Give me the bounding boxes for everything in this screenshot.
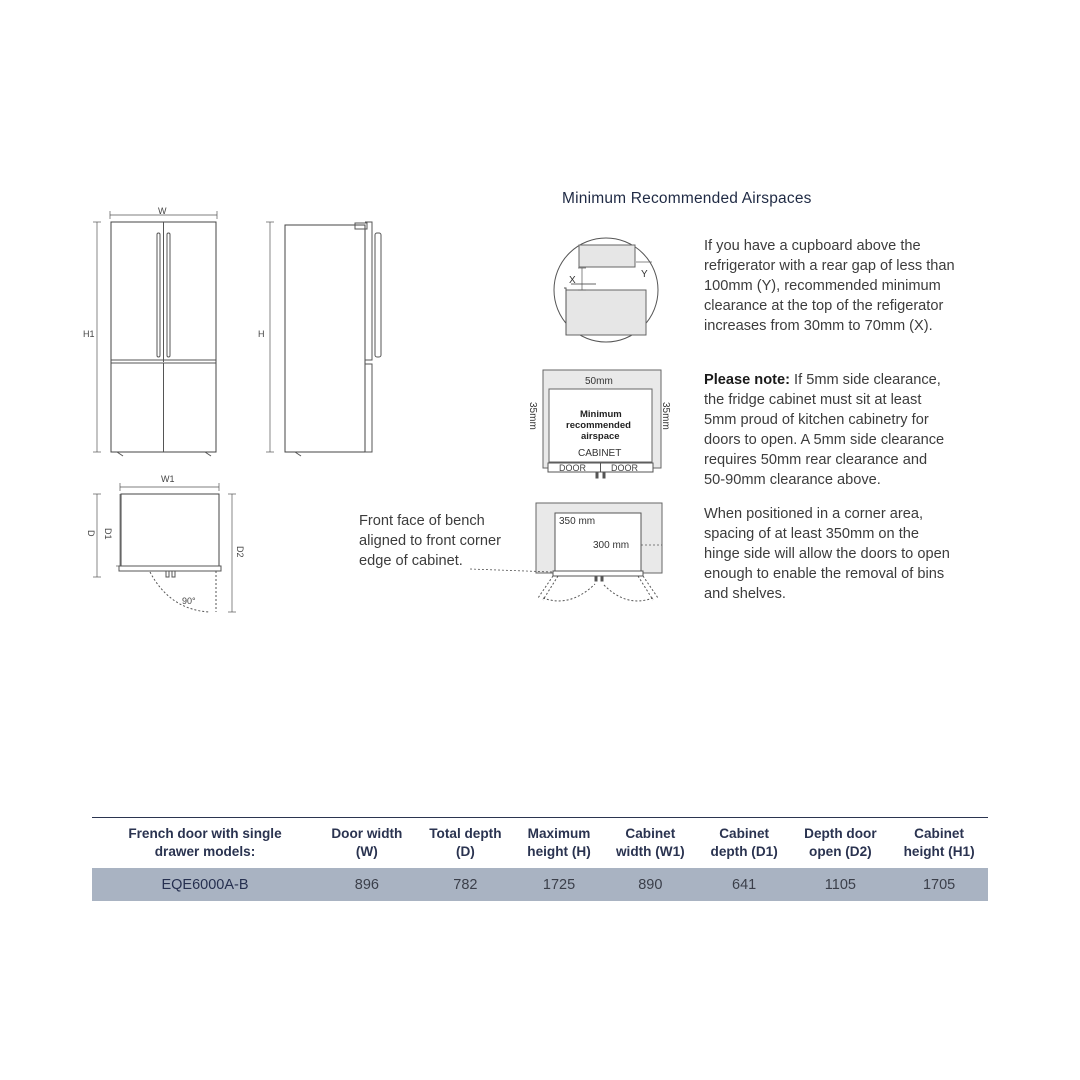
header-cabinet-depth: Cabinet depth (D1) bbox=[710, 826, 778, 859]
header-max-height: Maximum height (H) bbox=[527, 826, 591, 859]
dim-label-h1: H1 bbox=[83, 329, 95, 339]
cell-door-width: 896 bbox=[318, 868, 416, 901]
bench-line: Front face of bench bbox=[359, 513, 485, 529]
cupboard-clearance-detail bbox=[554, 238, 658, 342]
header-cabinet-width: Cabinet width (W1) bbox=[615, 826, 685, 859]
dim-label-x: X bbox=[569, 275, 576, 286]
header-total-depth: Total depth (D) bbox=[429, 826, 502, 859]
bench-line: aligned to front corner bbox=[359, 533, 501, 549]
please-note-paragraph bbox=[704, 370, 1014, 490]
fridge-side-view bbox=[266, 222, 381, 456]
table-row bbox=[92, 868, 988, 901]
corner-hinge-clearance: 350 mm bbox=[559, 516, 596, 527]
cell-cabinet-width: 890 bbox=[603, 868, 698, 901]
bench-note bbox=[359, 511, 539, 571]
para2-line: 5mm proud of kitchen cabinetry for bbox=[704, 412, 929, 428]
plan-center-line1: Minimum bbox=[580, 409, 622, 420]
para3-line: hinge side will allow the doors to open bbox=[704, 546, 950, 562]
para1-line: refrigerator with a rear gap of less than bbox=[704, 258, 955, 274]
para3-line: When positioned in a corner area, bbox=[704, 506, 924, 522]
cell-model: EQE6000A-B bbox=[92, 868, 318, 901]
cell-cabinet-depth: 641 bbox=[698, 868, 791, 901]
dim-label-y: Y bbox=[641, 269, 648, 280]
para2-line: If 5mm side clearance, bbox=[789, 372, 941, 388]
para2-line: requires 50mm rear clearance and bbox=[704, 452, 928, 468]
cell-depth-door-open: 1105 bbox=[791, 868, 891, 901]
dim-label-angle: 90° bbox=[182, 596, 196, 606]
dim-label-d: D bbox=[86, 530, 96, 537]
dim-label-d1: D1 bbox=[103, 528, 113, 540]
cell-max-height: 1725 bbox=[515, 868, 603, 901]
dim-label-d2: D2 bbox=[235, 546, 245, 558]
para3-line: enough to enable the removal of bins bbox=[704, 566, 945, 582]
header-door-width: Door width (W) bbox=[331, 826, 403, 859]
table-header-row bbox=[92, 818, 988, 869]
plan-door-right: DOOR bbox=[611, 463, 638, 473]
para2-line: doors to open. A 5mm side clearance bbox=[704, 432, 945, 448]
para1-line: increases from 30mm to 70mm (X). bbox=[704, 318, 933, 334]
para2-line: the fridge cabinet must sit at least bbox=[704, 392, 922, 408]
bench-line: edge of cabinet. bbox=[359, 553, 463, 569]
header-cabinet-height: Cabinet height (H1) bbox=[903, 826, 975, 859]
para3-line: spacing of at least 350mm on the bbox=[704, 526, 919, 542]
para1-line: 100mm (Y), recommended minimum bbox=[704, 278, 941, 294]
para3-line: and shelves. bbox=[704, 586, 786, 602]
plan-door-left: DOOR bbox=[559, 463, 586, 473]
plan-center-line2: recommended bbox=[566, 420, 631, 431]
para2-line: 50-90mm clearance above. bbox=[704, 472, 881, 488]
header-depth-door-open: Depth door open (D2) bbox=[804, 826, 877, 859]
fridge-top-view bbox=[93, 483, 236, 612]
para1-line: If you have a cupboard above the bbox=[704, 238, 921, 254]
airspaces-heading: Minimum Recommended Airspaces bbox=[562, 190, 812, 207]
plan-left-clearance: 35mm bbox=[527, 402, 538, 430]
corner-paragraph bbox=[704, 504, 1014, 604]
plan-rear-clearance: 50mm bbox=[585, 376, 613, 387]
please-note-label: Please note: bbox=[704, 372, 790, 388]
dim-label-h: H bbox=[258, 329, 265, 339]
cell-total-depth: 782 bbox=[416, 868, 515, 901]
cell-cabinet-height: 1705 bbox=[890, 868, 988, 901]
para1-line: clearance at the top of the refigerator bbox=[704, 298, 944, 314]
cupboard-paragraph bbox=[704, 236, 1014, 336]
corner-side-clearance: 300 mm bbox=[593, 540, 630, 551]
plan-right-clearance: 35mm bbox=[660, 402, 671, 430]
fridge-front-view bbox=[93, 211, 217, 456]
dim-label-w: W bbox=[158, 206, 167, 216]
specification-table bbox=[92, 817, 988, 901]
plan-center-line3: airspace bbox=[581, 431, 620, 442]
dim-label-w1: W1 bbox=[161, 474, 175, 484]
header-model: French door with single drawer models: bbox=[128, 826, 282, 859]
plan-cabinet-label: CABINET bbox=[578, 448, 622, 459]
